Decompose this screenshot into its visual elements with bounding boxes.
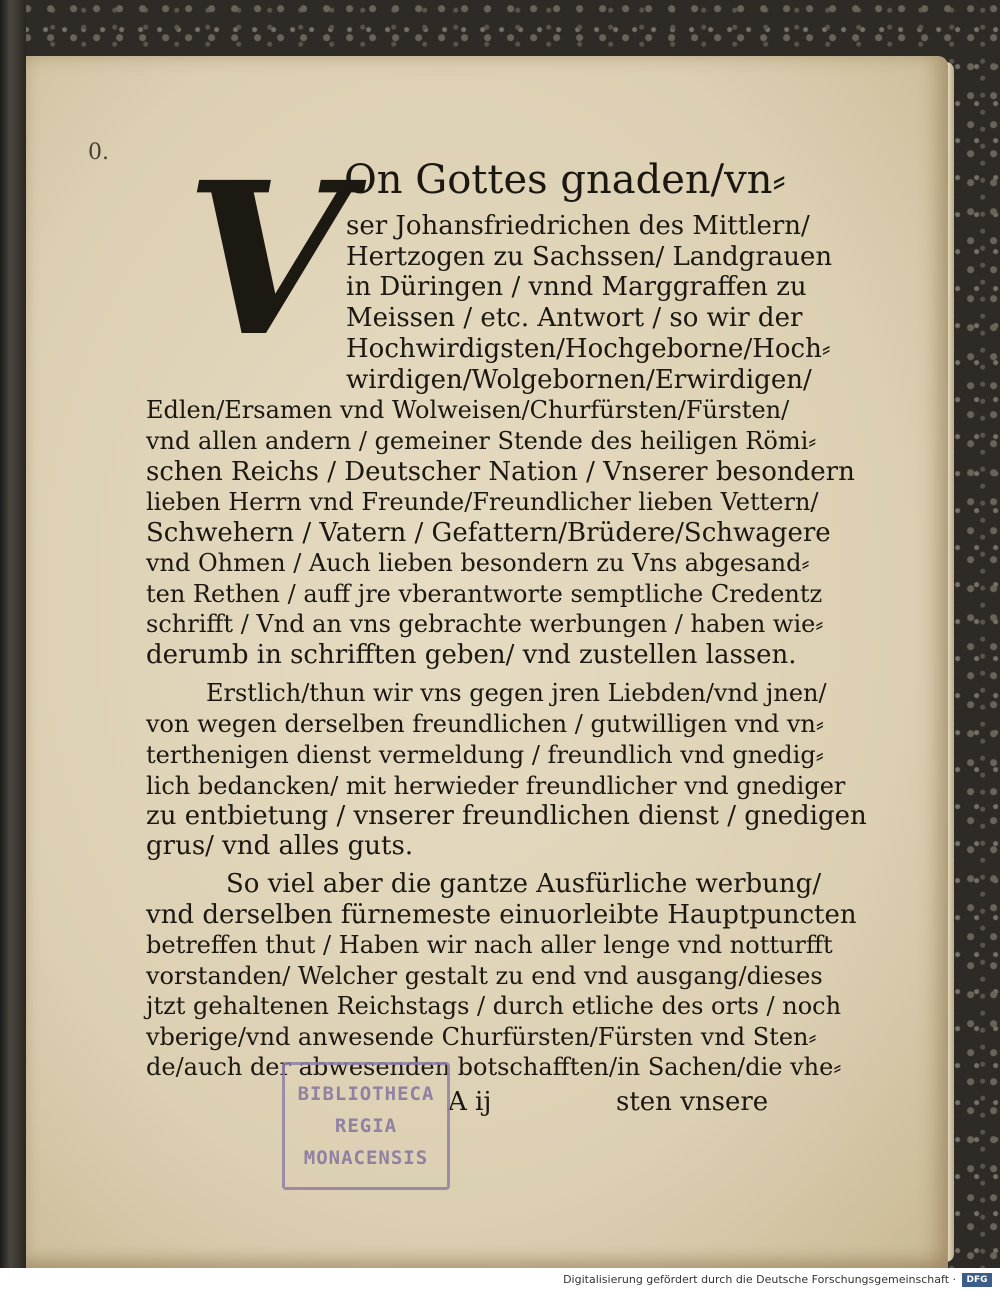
text-line-25: betreffen thut / Haben wir nach aller lenge vnd notturfft (146, 931, 833, 959)
text-line-26: vorstanden/ Welcher gestalt zu end vnd ausgang/dieses (146, 962, 823, 990)
stamp-line-2: REGIA (334, 1115, 398, 1137)
funding-credit: Digitalisierung gefördert durch die Deutsche Forschungsgemeinschaft · (563, 1273, 956, 1286)
text-line-11: lieben Herrn vnd Freunde/Freundlicher lieben Vettern/ (146, 488, 819, 516)
text-line-24: vnd derselben fürnemeste einuorleibte Hauptpuncten (146, 900, 857, 930)
text-line-7: wirdigen/Wolgebornen/Erwirdigen/ (346, 365, 812, 395)
book-spine (0, 0, 26, 1268)
text-line-14: ten Rethen / auff jre vberantworte semptliche Credentz (146, 580, 823, 608)
signature-mark: A ij (448, 1087, 492, 1117)
stamp-line-3: MONACENSIS (303, 1147, 429, 1169)
decorated-initial: V (185, 136, 319, 383)
text-line-13: vnd Ohmen / Auch lieben besondern zu Vns abgesand⸗ (146, 549, 810, 577)
text-line-29: de/auch der abwesenden botschafften/in Sachen/die vhe⸗ (146, 1053, 842, 1081)
dfg-logo: DFG (962, 1273, 992, 1287)
text-line-28: vberige/vnd anwesende Churfürsten/Fürsten vnd Sten⸗ (146, 1023, 817, 1051)
text-line-21: zu entbietung / vnserer freundlichen dienst / gnedigen (146, 801, 867, 831)
catchword: sten vnsere (616, 1087, 769, 1117)
text-line-6: Hochwirdigsten/Hochgeborne/Hoch⸗ (346, 334, 831, 364)
text-line-20: lich bedancken/ mit herwieder freundlicher vnd gnediger (146, 772, 846, 800)
text-line-10: schen Reichs / Deutscher Nation / Vnserer besondern (146, 457, 855, 487)
text-line-3: Hertzogen zu Sachssen/ Landgrauen (346, 242, 833, 272)
text-line-1: On Gottes gnaden/vn⸗ (344, 157, 786, 203)
text-line-18: von wegen derselben freundlichen / gutwilligen vnd vn⸗ (146, 710, 824, 738)
text-line-17: Erstlich/thun wir vns gegen jren Liebden/vnd jnen/ (206, 679, 827, 707)
text-line-22: grus/ vnd alles guts. (146, 831, 414, 861)
text-line-12: Schwehern / Vatern / Gefattern/Brüdere/Schwagere (146, 518, 831, 548)
margin-mark: 0. (88, 140, 109, 165)
stamp-line-1: BIBLIOTHECA (297, 1083, 435, 1105)
text-line-2: ser Johansfriedrichen des Mittlern/ (346, 211, 810, 241)
text-line-27: jtzt gehaltenen Reichstags / durch etliche des orts / noch (146, 992, 842, 1020)
text-line-9: vnd allen andern / gemeiner Stende des heiligen Römi⸗ (146, 427, 817, 455)
library-stamp (282, 1062, 450, 1190)
text-line-15: schrifft / Vnd an vns gebrachte werbungen / haben wie⸗ (146, 610, 824, 638)
text-line-19: terthenigen dienst vermeldung / freundlich vnd gnedig⸗ (146, 741, 824, 769)
text-line-5: Meissen / etc. Antwort / so wir der (346, 303, 803, 333)
text-line-8: Edlen/Ersamen vnd Wolweisen/Churfürsten/Fürsten/ (146, 396, 790, 424)
footer-bar (0, 1268, 1000, 1293)
text-line-16: derumb in schrifften geben/ vnd zustellen lassen. (146, 640, 797, 670)
text-line-23: So viel aber die gantze Ausfürliche werbung/ (226, 869, 822, 899)
text-line-4: in Düringen / vnnd Marggraffen zu (346, 272, 807, 302)
